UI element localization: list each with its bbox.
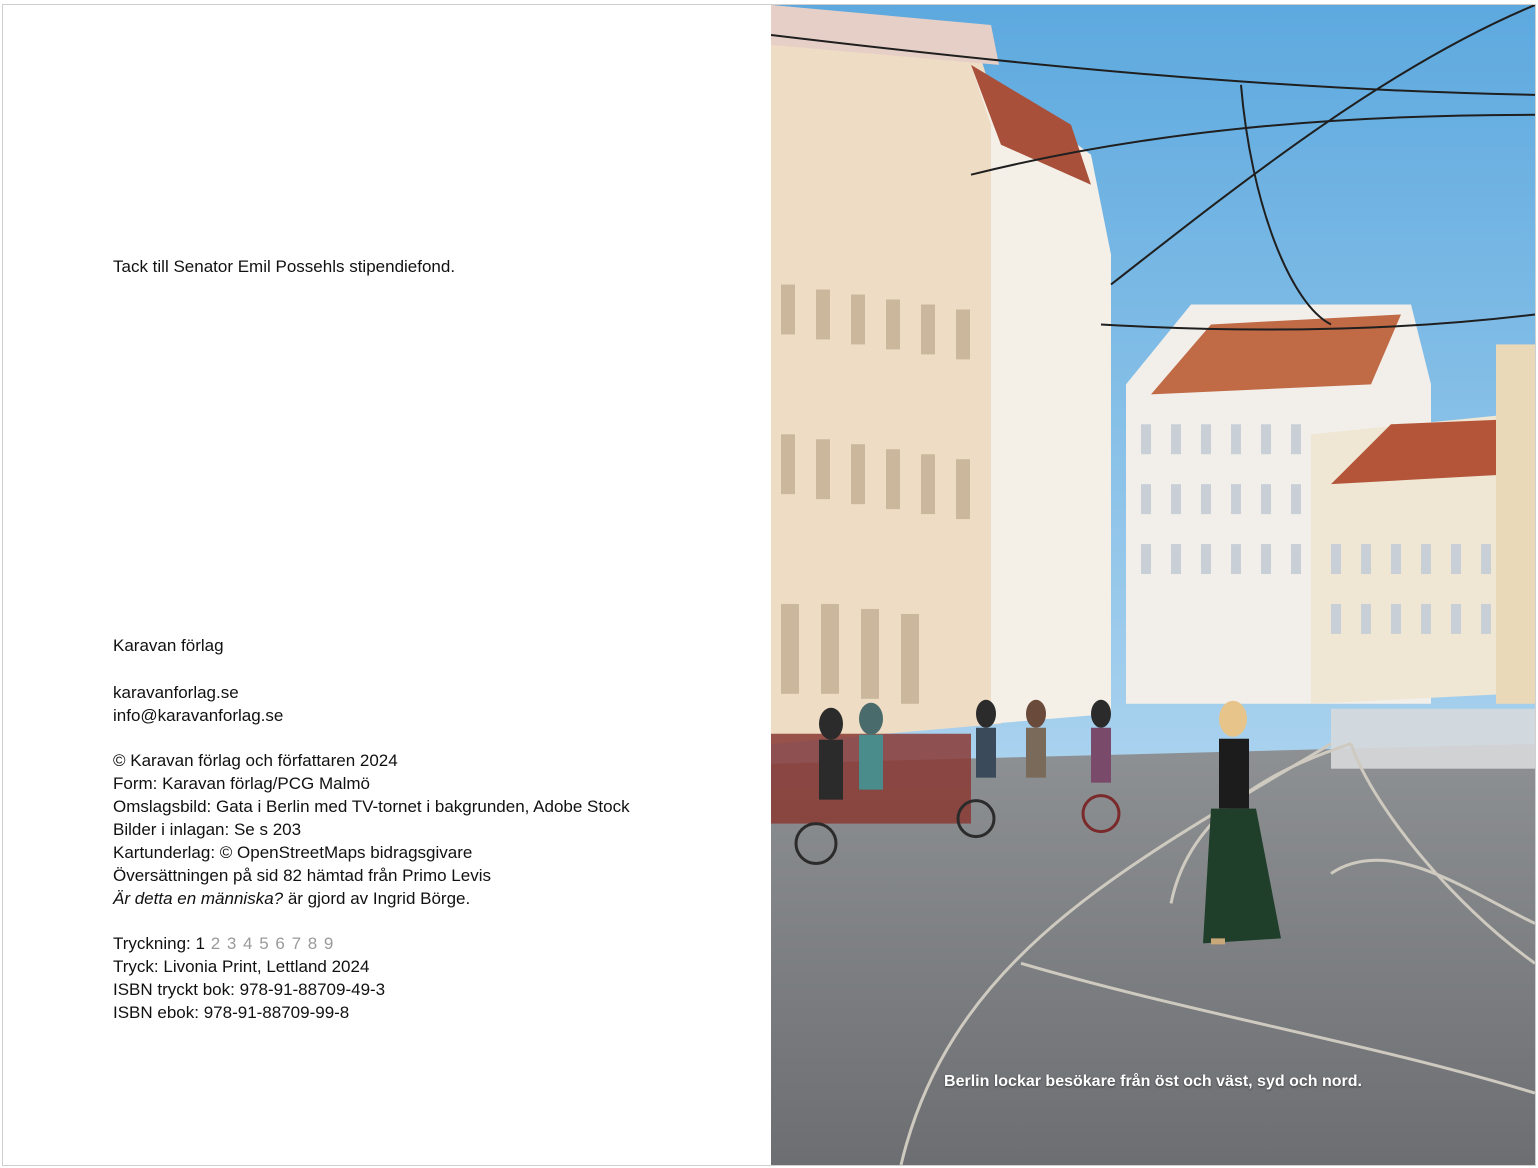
mid-building xyxy=(971,65,1111,724)
copyright-line: © Karavan förlag och författaren 2024 xyxy=(113,751,398,770)
print-run-counter: 2 3 4 5 6 7 8 9 xyxy=(204,934,335,953)
parked-cars-right xyxy=(1331,709,1535,769)
contact-info xyxy=(113,681,283,727)
berlin-street-photo xyxy=(771,5,1535,1165)
email-link[interactable]: info@karavanforlag.se xyxy=(113,706,284,725)
isbn-ebook: ISBN ebok: 978-91-88709-99-8 xyxy=(113,1003,350,1022)
book-spread xyxy=(2,4,1536,1166)
design-credit: Form: Karavan förlag/PCG Malmö xyxy=(113,774,370,793)
book-title: Är detta en människa? xyxy=(113,889,284,908)
isbn-print: ISBN tryckt bok: 978-91-88709-49-3 xyxy=(113,980,386,999)
left-building xyxy=(771,5,1001,744)
photo-page xyxy=(771,5,1535,1165)
translation-credit-continued xyxy=(113,887,630,910)
translation-credit: Översättningen på sid 82 hämtad från Primo Levis xyxy=(113,866,491,885)
credits-block xyxy=(113,749,630,910)
photo-caption: Berlin lockar besökare från öst och väst, syd och nord. xyxy=(944,1073,1362,1090)
publisher-name: Karavan förlag xyxy=(113,636,224,655)
translator-credit: är gjord av Ingrid Börge. xyxy=(283,889,471,908)
colophon-page xyxy=(3,5,771,1165)
printer-credit: Tryck: Livonia Print, Lettland 2024 xyxy=(113,957,370,976)
website-link[interactable]: karavanforlag.se xyxy=(113,683,239,702)
images-credit: Bilder i inlagan: Se s 203 xyxy=(113,820,302,839)
printing-block xyxy=(113,932,385,1024)
acknowledgement: Tack till Senator Emil Possehls stipendiefond. xyxy=(113,257,456,276)
cover-credit: Omslagsbild: Gata i Berlin med TV-tornet i bakgrunden, Adobe Stock xyxy=(113,797,630,816)
map-credit: Kartunderlag: © OpenStreetMaps bidragsgivare xyxy=(113,843,473,862)
print-run-line xyxy=(113,932,385,955)
print-run-label: Tryckning: 1 xyxy=(113,934,205,953)
corner-building xyxy=(1496,344,1535,703)
